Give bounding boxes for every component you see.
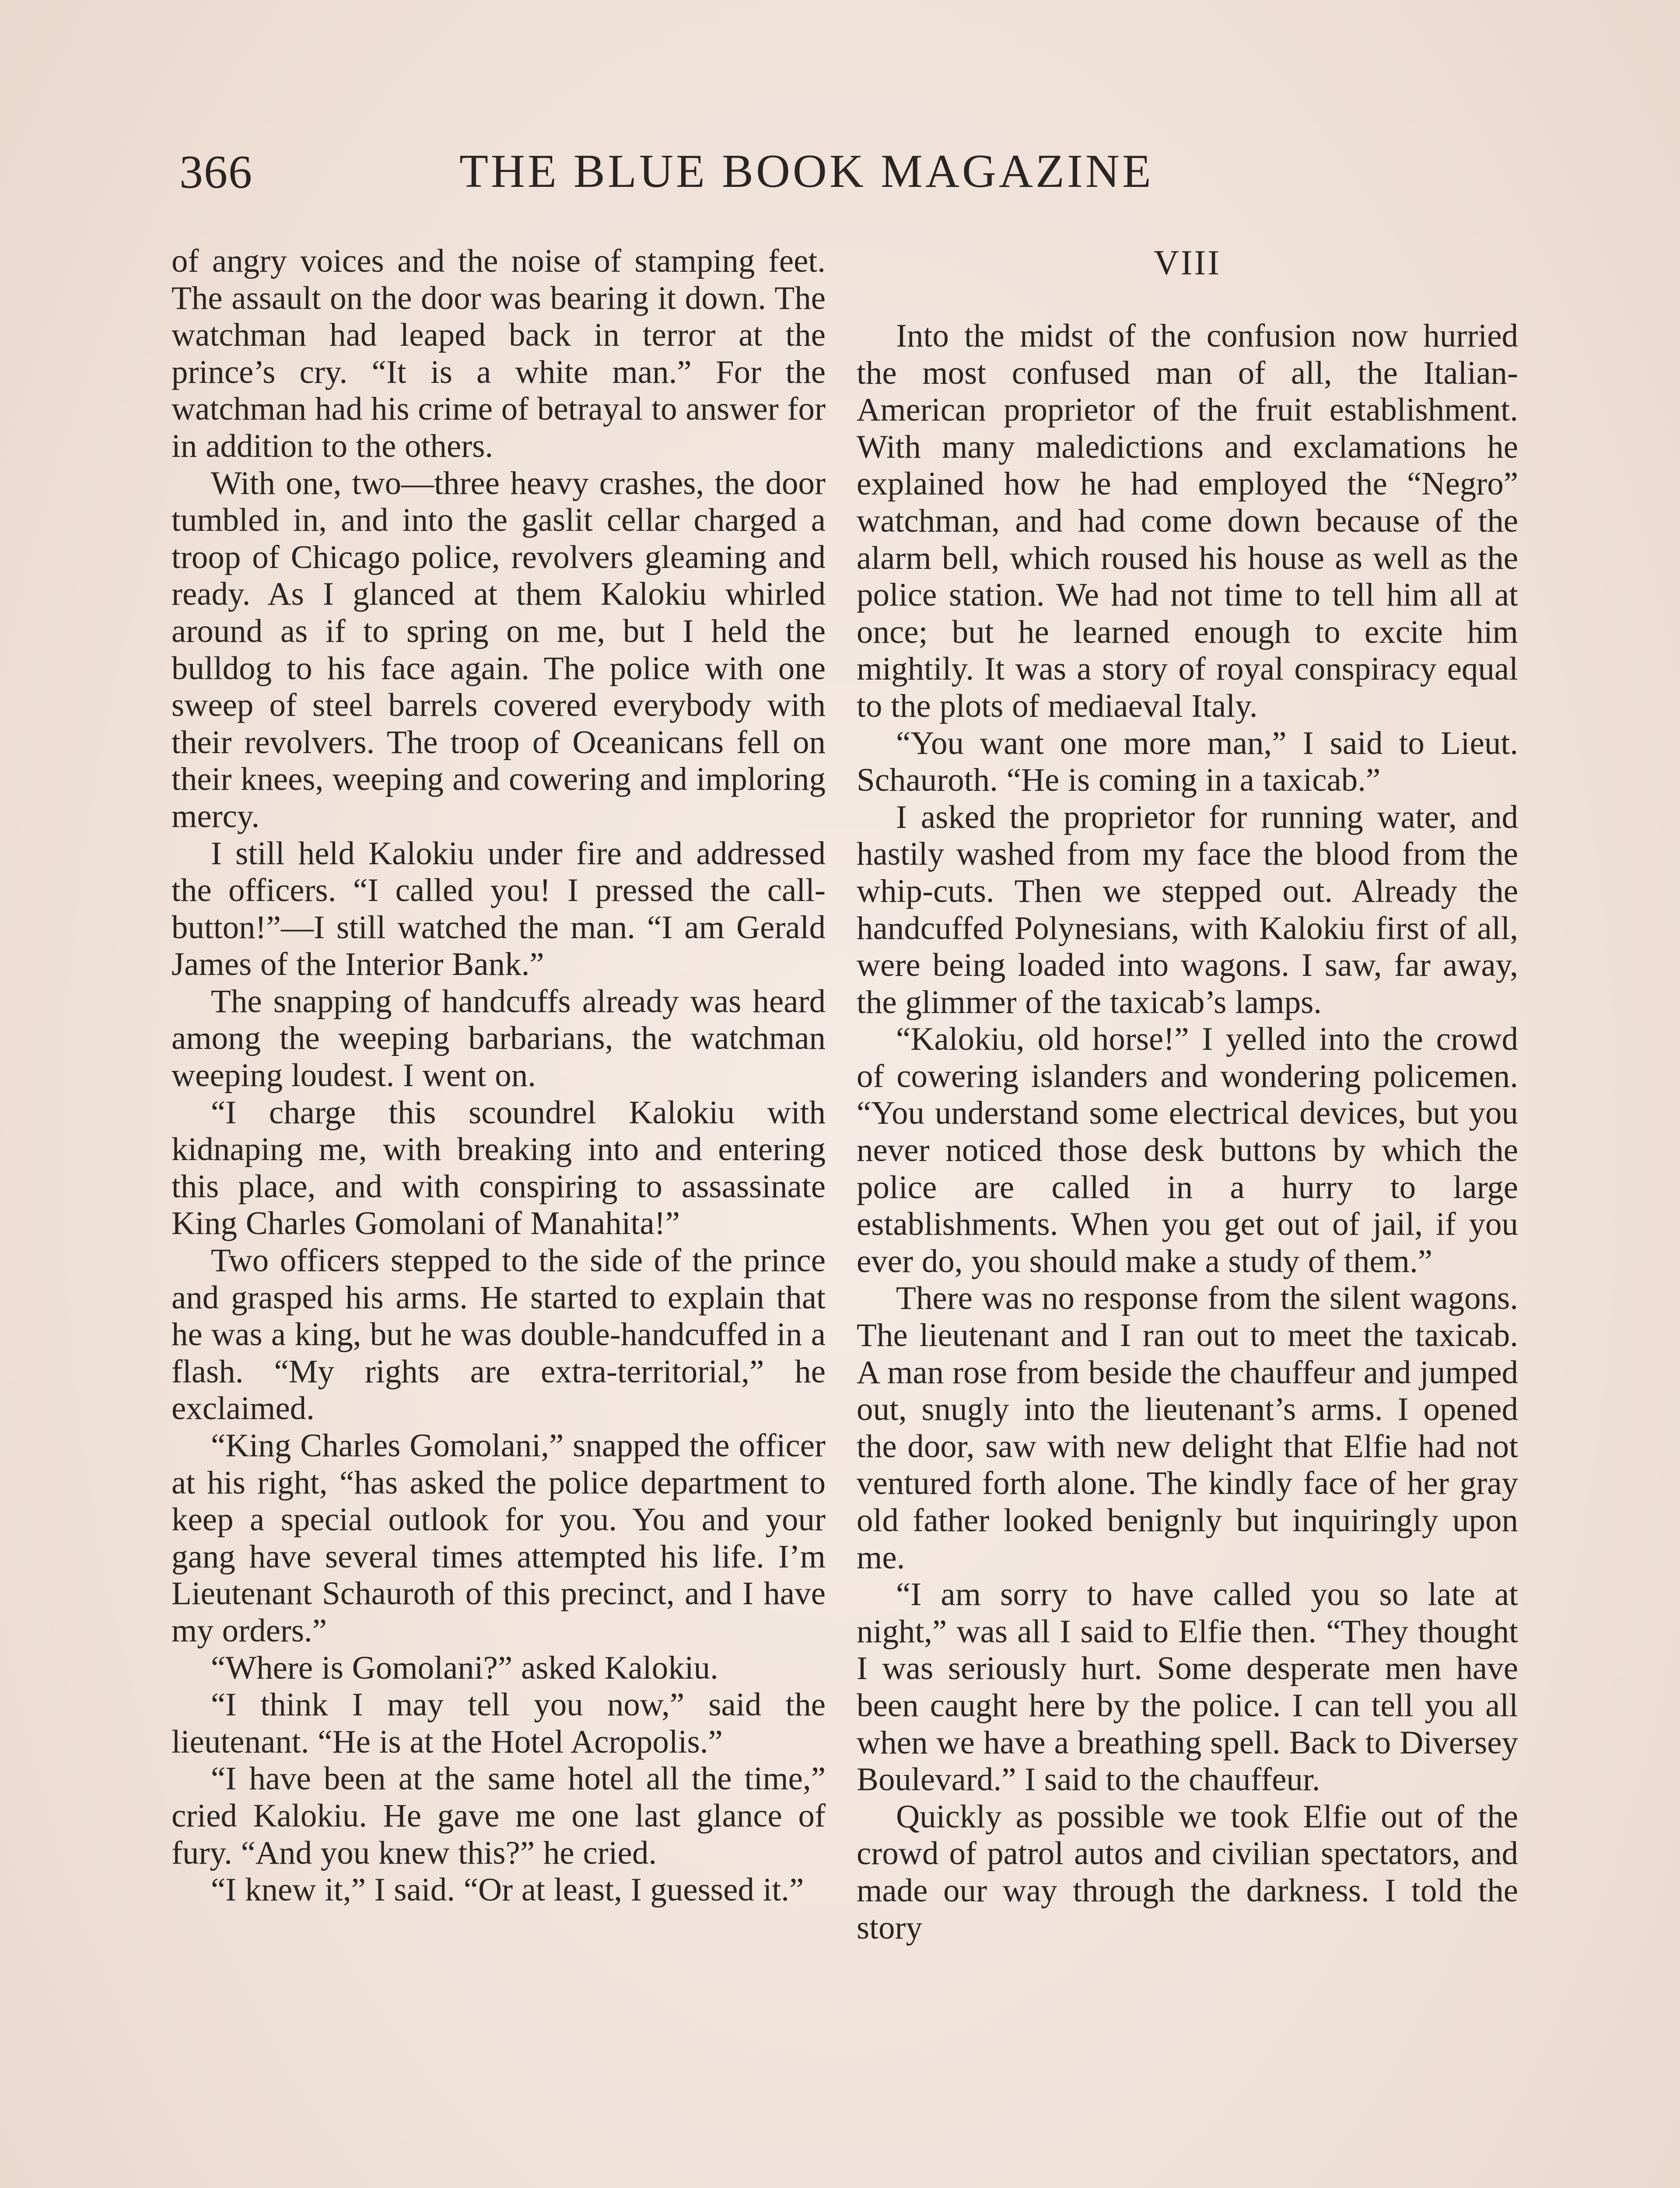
paragraph: I asked the proprietor for running water, and hastily washed from my face the blood from the whip-cuts. Then we stepped out. Already the handcuffed Polynesians, with Kalokiu first of all, were being loaded into wagons. I saw, far away, the glimmer of the taxicab’s lamps.: [857, 799, 1518, 1020]
paragraph: “You want one more man,” I said to Lieut. Schauroth. “He is coming in a taxicab.”: [857, 725, 1518, 799]
paragraph: “King Charles Gomolani,” snapped the officer at his right, “has asked the police department to keep a special outlook for you. You and your gang have several times attempted his life. I’m Lieutenant Schauroth of this precinct, and I have my orders.”: [172, 1427, 826, 1649]
paragraph: Two officers stepped to the side of the prince and grasped his arms. He started to explain that he was a king, but he was double-handcuffed in a flash. “My rights are extra-territorial,” he exclaimed.: [172, 1242, 826, 1427]
paragraph: With one, two—three heavy crashes, the door tumbled in, and into the gaslit cellar charged a troop of Chicago police, revolvers gleaming and ready. As I glanced at them Kalokiu whirled around as if to spring on me, but I held the bulldog to his face again. The police with one sweep of steel barrels covered everybody with their revolvers. The troop of Oceanicans fell on their knees, weeping and cowering and imploring mercy.: [172, 465, 826, 835]
paragraph: “I charge this scoundrel Kalokiu with kidnaping me, with breaking into and entering this place, and with conspiring to assassinate King Charles Gomolani of Manahita!”: [172, 1094, 826, 1242]
left-column: [172, 243, 826, 1909]
page-number: 366: [179, 146, 253, 198]
paragraph: I still held Kalokiu under fire and addressed the officers. “I called you! I pressed the call-button!”—I still watched the man. “I am Gerald James of the Interior Bank.”: [172, 835, 826, 983]
paragraph: “I have been at the same hotel all the time,” cried Kalokiu. He gave me one last glance of fury. “And you knew this?” he cried.: [172, 1760, 826, 1871]
paragraph: “I knew it,” I said. “Or at least, I guessed it.”: [211, 1872, 804, 1908]
paragraph: “Where is Gomolani?” asked Kalokiu.: [211, 1649, 718, 1686]
paragraph: Into the midst of the confusion now hurried the most confused man of all, the Italian-American proprietor of the fruit establishment. With many maledictions and exclamations he explained how he had employed the “Negro” watchman, and had come down because of the alarm bell, which roused his house as well as the police station. We had not time to tell him all at once; but he learned enough to excite him mightily. It was a story of royal conspiracy equal to the plots of mediaeval Italy.: [857, 318, 1518, 724]
paragraph: There was no response from the silent wagons. The lieutenant and I ran out to meet the taxicab. A man rose from beside the chauffeur and jumped out, snugly into the lieutenant’s arms. I opened the door, saw with new delight that Elfie had not ventured forth alone. The kindly face of her gray old father looked benignly but inquiringly upon me.: [857, 1280, 1518, 1576]
running-head-title: THE BLUE BOOK MAGAZINE: [459, 145, 1154, 197]
section-heading: VIII: [1154, 244, 1221, 282]
paragraph: of angry voices and the noise of stamping feet. The assault on the door was bearing it down. The watchman had leaped back in terror at the prince’s cry. “It is a white man.” For the watchman had his crime of betrayal to answer for in addition to the others.: [172, 243, 826, 464]
paragraph: “I think I may tell you now,” said the lieutenant. “He is at the Hotel Acropolis.”: [172, 1687, 826, 1760]
paragraph: “Kalokiu, old horse!” I yelled into the crowd of cowering islanders and wondering policemen. “You understand some electrical devices, but you never noticed those desk buttons by which the police are called in a hurry to large establishments. When you get out of jail, if you ever do, you should make a study of them.”: [857, 1021, 1518, 1280]
right-column: [857, 243, 1518, 1946]
paragraph: The snapping of handcuffs already was heard among the weeping barbarians, the watchman weeping loudest. I went on.: [172, 983, 826, 1094]
paragraph: “I am sorry to have called you so late at night,” was all I said to Elfie then. “They thought I was seriously hurt. Some desperate men have been caught here by the police. I can tell you all when we have a breathing spell. Back to Diversey Boulevard.” I said to the chauffeur.: [857, 1576, 1518, 1798]
paragraph: Quickly as possible we took Elfie out of the crowd of patrol autos and civilian spectators, and made our way through the darkness. I told the story: [857, 1798, 1518, 1946]
